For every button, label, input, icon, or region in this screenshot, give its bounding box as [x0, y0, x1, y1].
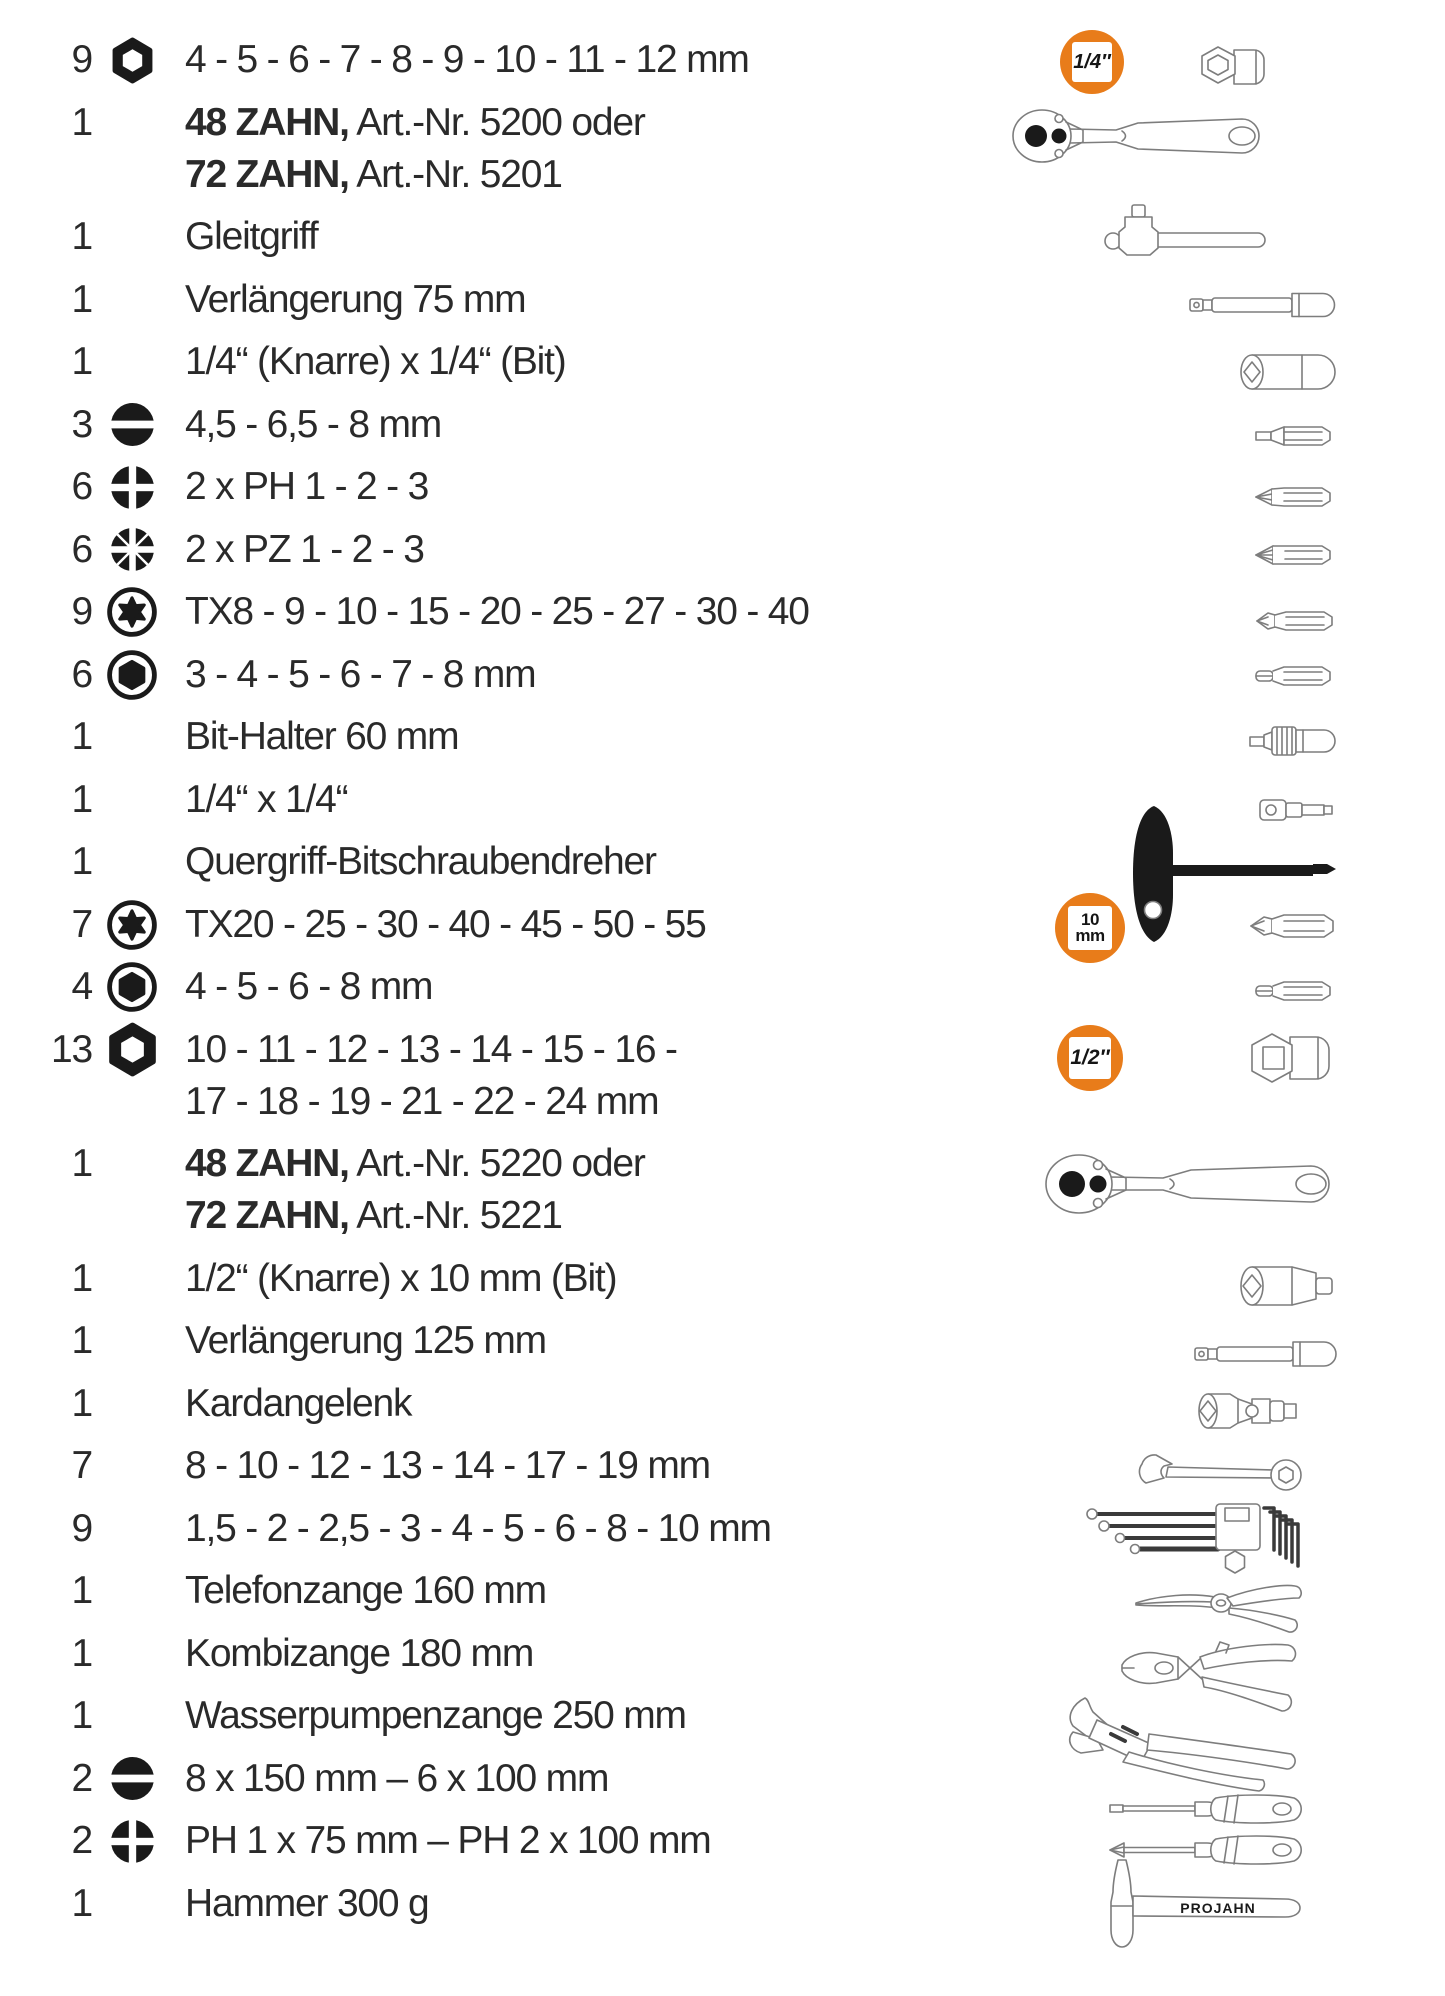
- item-icon: [103, 711, 161, 763]
- item-icon: [103, 274, 161, 326]
- hammer-brand-label: PROJAHN: [1180, 1900, 1256, 1916]
- slotted-bit-illustration: [1254, 422, 1332, 450]
- item-description-line: 72 ZAHN, Art.-Nr. 5221: [185, 1194, 562, 1237]
- list-item: [0, 1138, 820, 1237]
- item-icon: [103, 34, 161, 86]
- item-description-line: Kardangelenk: [185, 1381, 412, 1425]
- item-quantity: 2: [71, 1756, 92, 1800]
- item-description-line: TX8 - 9 - 10 - 15 - 20 - 25 - 27 - 30 - 40: [185, 590, 809, 633]
- item-description: [185, 1503, 771, 1555]
- list-item: [0, 524, 820, 576]
- torx-bit-large-illustration: [1248, 908, 1336, 944]
- list-item: [0, 836, 820, 888]
- list-item: [0, 774, 820, 826]
- list-item: [0, 399, 820, 451]
- item-quantity: 1: [71, 840, 92, 883]
- item-icon: [103, 961, 161, 1013]
- list-item: [0, 899, 820, 951]
- hammer-illustration: [1093, 1858, 1308, 1950]
- badge-label: 1/2″: [1070, 1046, 1110, 1069]
- item-description: [185, 1378, 411, 1430]
- item-quantity: 1: [71, 1569, 92, 1612]
- item-description-line: 2 x PH 1 - 2 - 3: [185, 465, 429, 508]
- item-quantity: 1: [71, 1631, 92, 1675]
- item-quantity: 1: [71, 1694, 92, 1737]
- slotted-icon: [110, 1756, 155, 1801]
- badge-label: 1/4″: [1073, 50, 1111, 73]
- item-description-line: Hammer 300 g: [185, 1881, 429, 1925]
- quarter-inch-badge: [1060, 30, 1124, 94]
- item-description: [185, 97, 645, 201]
- item-description-line: 8 x 150 mm – 6 x 100 mm: [185, 1756, 609, 1800]
- item-icon: [103, 899, 161, 951]
- item-quantity: 1: [71, 100, 92, 144]
- item-description-line: 1/2“ (Knarre) x 10 mm (Bit): [185, 1256, 617, 1300]
- item-icon: [103, 1565, 161, 1617]
- water-pump-pliers-illustration: [1063, 1692, 1307, 1792]
- hex-bit-illustration: [1254, 662, 1332, 690]
- item-description-line: 4 - 5 - 6 - 7 - 8 - 9 - 10 - 11 - 12 mm: [185, 38, 749, 81]
- item-description: [185, 34, 749, 86]
- item-icon: [103, 774, 161, 826]
- torx-icon: [107, 587, 157, 637]
- item-description-line: Telefonzange 160 mm: [185, 1569, 546, 1612]
- item-icon: [103, 461, 161, 513]
- item-quantity: 1: [71, 340, 92, 383]
- item-icon: [103, 1253, 161, 1305]
- item-description: [185, 586, 809, 638]
- item-icon: [103, 1440, 161, 1492]
- item-description-line: Wasserpumpenzange 250 mm: [185, 1694, 686, 1737]
- item-quantity: 1: [71, 1319, 92, 1362]
- item-description: [185, 524, 424, 576]
- item-description: [185, 1753, 608, 1805]
- item-icon: [103, 1138, 161, 1190]
- list-item: [0, 1753, 820, 1805]
- item-icon: [103, 211, 161, 263]
- item-description-line: Quergriff-Bitschraubendreher: [185, 840, 656, 883]
- phillips-bit-illustration: [1254, 483, 1332, 511]
- item-description: [185, 1565, 546, 1617]
- item-description: [185, 1138, 645, 1242]
- item-quantity: 6: [71, 652, 92, 696]
- item-icon: [103, 524, 161, 576]
- ten-mm-badge: [1055, 893, 1125, 963]
- list-item: [0, 97, 820, 196]
- item-description: [185, 461, 428, 513]
- list-item: [0, 274, 820, 326]
- badge-frame: [1068, 906, 1112, 950]
- item-quantity: 7: [71, 902, 92, 946]
- item-description-line: Verlängerung 75 mm: [185, 277, 526, 321]
- badge-label-size: 10: [1081, 909, 1099, 929]
- item-quantity: 13: [51, 1027, 92, 1071]
- item-quantity: 7: [71, 1444, 92, 1487]
- list-item: [0, 34, 820, 86]
- item-quantity: 2: [71, 1819, 92, 1862]
- item-description: [185, 649, 535, 701]
- item-description-line: 4,5 - 6,5 - 8 mm: [185, 402, 442, 446]
- item-description: [185, 774, 347, 826]
- sliding-t-handle-illustration: [1103, 203, 1271, 275]
- slotted-screwdriver-illustration: [1108, 1790, 1306, 1828]
- list-item: [0, 1315, 820, 1367]
- item-description: [185, 1253, 616, 1305]
- item-description-line: 2 x PZ 1 - 2 - 3: [185, 527, 424, 571]
- item-description: [185, 1440, 710, 1492]
- item-icon: [103, 97, 161, 149]
- item-description: [185, 899, 706, 951]
- item-quantity: 1: [71, 1142, 92, 1185]
- list-item: [0, 1878, 820, 1930]
- item-quantity: 1: [71, 777, 92, 821]
- item-quantity: 6: [71, 527, 92, 571]
- half-bit-socket-illustration: [1238, 1262, 1338, 1310]
- item-icon: [103, 1690, 161, 1742]
- item-quantity: 1: [71, 215, 92, 258]
- list-item: [0, 336, 820, 388]
- item-description-line: Bit-Halter 60 mm: [185, 715, 459, 758]
- item-description: [185, 274, 525, 326]
- hex-key-set-illustration: [1068, 1498, 1306, 1582]
- socket-half-illustration: [1248, 1030, 1336, 1086]
- socket-quarter-illustration: [1198, 42, 1270, 92]
- item-description-line: Gleitgriff: [185, 215, 318, 258]
- list-item: [0, 1628, 820, 1680]
- item-icon: [103, 836, 161, 888]
- item-description-line: TX20 - 25 - 30 - 40 - 45 - 50 - 55: [185, 902, 706, 946]
- item-description-line: 48 ZAHN, Art.-Nr. 5220 oder: [185, 1142, 645, 1185]
- list-item: [0, 711, 820, 763]
- item-description-line: 3 - 4 - 5 - 6 - 7 - 8 mm: [185, 652, 536, 696]
- item-icon: [103, 1628, 161, 1680]
- item-quantity: 1: [71, 1381, 92, 1425]
- list-item: [0, 586, 820, 638]
- slotted-icon: [110, 402, 155, 447]
- item-icon: [103, 1503, 161, 1555]
- list-item: [0, 1024, 820, 1123]
- item-description: [185, 1315, 546, 1367]
- list-item: [0, 649, 820, 701]
- bit-holder-illustration: [1248, 724, 1336, 758]
- item-quantity: 1: [71, 1881, 92, 1925]
- ratchet-bit-adapter-illustration: [1238, 350, 1336, 394]
- item-icon: [103, 1815, 161, 1867]
- item-icon: [103, 399, 161, 451]
- item-description-line: PH 1 x 75 mm – PH 2 x 100 mm: [185, 1819, 711, 1862]
- phillips-icon: [110, 465, 155, 510]
- item-description-line: 10 - 11 - 12 - 13 - 14 - 15 - 16 -: [185, 1027, 677, 1071]
- item-description: [185, 1878, 429, 1930]
- item-description-line: 48 ZAHN, Art.-Nr. 5200 oder: [185, 100, 645, 144]
- torx-icon: [107, 900, 157, 950]
- item-description: [185, 336, 566, 388]
- item-icon: [103, 1315, 161, 1367]
- list-item: [0, 1440, 820, 1492]
- item-description-line: 4 - 5 - 6 - 8 mm: [185, 965, 433, 1008]
- item-description-line: 1/4“ (Knarre) x 1/4“ (Bit): [185, 340, 566, 383]
- hex-socket-icon: [105, 1022, 160, 1077]
- pozidriv-bit-illustration: [1254, 540, 1332, 570]
- hex-icon: [107, 962, 157, 1012]
- hex-socket-icon: [109, 37, 156, 84]
- item-description: [185, 836, 656, 888]
- long-nose-pliers-illustration: [1133, 1576, 1305, 1638]
- ratchet-half-illustration: [1043, 1152, 1345, 1216]
- item-quantity: 3: [71, 402, 92, 446]
- item-description-line: Kombizange 180 mm: [185, 1631, 534, 1675]
- item-icon: [103, 649, 161, 701]
- item-quantity: 9: [71, 38, 92, 81]
- extension-75-illustration: [1188, 288, 1338, 322]
- item-description: [185, 1024, 677, 1128]
- torx-bit-illustration: [1254, 606, 1334, 636]
- item-description: [185, 399, 441, 451]
- item-description-line: 1/4“ x 1/4“: [185, 777, 348, 821]
- badge-frame: [1069, 1037, 1111, 1079]
- item-icon: [103, 1024, 161, 1076]
- list-item: [0, 1253, 820, 1305]
- combination-wrench-illustration: [1136, 1450, 1304, 1494]
- list-item: [0, 1815, 820, 1867]
- item-icon: [103, 1378, 161, 1430]
- item-icon: [103, 336, 161, 388]
- item-quantity: 9: [71, 1506, 92, 1550]
- item-description-line: 8 - 10 - 12 - 13 - 14 - 17 - 19 mm: [185, 1444, 710, 1487]
- item-description-line: 17 - 18 - 19 - 21 - 22 - 24 mm: [185, 1079, 659, 1123]
- item-description: [185, 961, 432, 1013]
- list-item: [0, 961, 820, 1013]
- hex-bit-large-illustration: [1254, 976, 1332, 1006]
- item-description: [185, 1690, 686, 1742]
- badge-frame: [1072, 42, 1112, 82]
- item-description: [185, 1628, 533, 1680]
- list-item: [0, 211, 820, 263]
- item-quantity: 1: [71, 277, 92, 321]
- item-quantity: 1: [71, 715, 92, 758]
- item-icon: [103, 586, 161, 638]
- phillips-icon: [110, 1819, 155, 1864]
- list-item: [0, 1503, 820, 1555]
- pozidriv-icon: [110, 527, 155, 572]
- extension-125-illustration: [1193, 1336, 1340, 1372]
- item-description: [185, 1815, 711, 1867]
- hex-icon: [107, 650, 157, 700]
- item-icon: [103, 1753, 161, 1805]
- universal-joint-illustration: [1196, 1386, 1304, 1436]
- item-description: [185, 211, 318, 263]
- item-quantity: 6: [71, 465, 92, 508]
- item-icon: [103, 1878, 161, 1930]
- item-description: [185, 711, 458, 763]
- item-description-line: 72 ZAHN, Art.-Nr. 5201: [185, 152, 562, 196]
- list-item: [0, 1565, 820, 1617]
- half-inch-badge: [1057, 1025, 1123, 1091]
- badge-label-unit: mm: [1075, 926, 1105, 945]
- item-description-line: Verlängerung 125 mm: [185, 1319, 546, 1362]
- list-item: [0, 1690, 820, 1742]
- item-quantity: 4: [71, 965, 92, 1008]
- list-item: [0, 461, 820, 513]
- ratchet-quarter-illustration: [1010, 106, 1272, 166]
- item-quantity: 1: [71, 1256, 92, 1300]
- item-description-line: 1,5 - 2 - 2,5 - 3 - 4 - 5 - 6 - 8 - 10 mm: [185, 1506, 771, 1550]
- item-quantity: 9: [71, 590, 92, 633]
- list-item: [0, 1378, 820, 1430]
